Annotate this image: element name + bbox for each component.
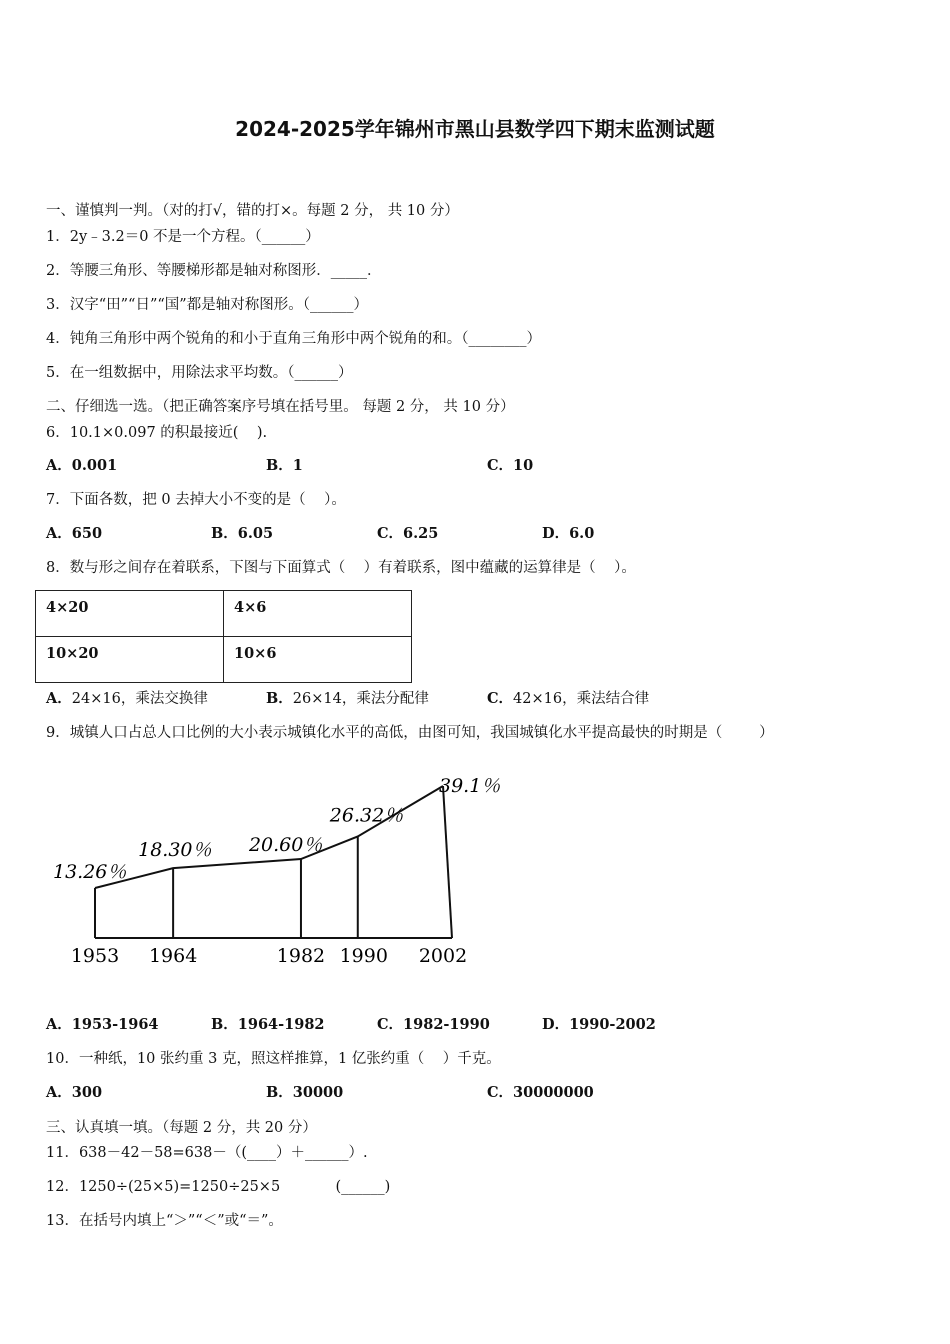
grid-cell: 4×6 xyxy=(224,591,412,637)
question-10: 10．一种纸，10 张约重 3 克，照这样推算，1 亿张约重（ ）千克。 xyxy=(46,1051,501,1067)
grid-cell: 4×20 xyxy=(36,591,224,637)
question-11: 11．638－42－58=638－（(____）＋______）. xyxy=(46,1145,368,1161)
question-13: 13．在括号内填上“＞”“＜”或“＝”。 xyxy=(46,1213,283,1229)
q7-option-a: A．650 xyxy=(46,525,103,542)
q9-option-a: A．1953-1964 xyxy=(46,1016,159,1033)
chart-data-label: 20.60％ xyxy=(248,834,323,857)
question-9: 9．城镇人口占总人口比例的大小表示城镇化水平的高低，由图可知，我国城镇化水平提高最快的时期是（ ） xyxy=(46,725,774,741)
chart-x-label: 1953 xyxy=(70,945,120,967)
chart-x-label: 1964 xyxy=(148,945,198,967)
section-2-heading: 二、仔细选一选。（把正确答案序号填在括号里。 每题 2 分， 共 10 分） xyxy=(46,399,515,415)
q6-option-c: C．10 xyxy=(487,457,534,474)
chart-data-label: 39.1％ xyxy=(439,775,501,797)
q6-option-a: A．0.001 xyxy=(46,457,118,474)
q8-grid-table xyxy=(35,590,412,683)
chart-vertical-line xyxy=(443,786,452,938)
q10-option-a: A．300 xyxy=(46,1084,103,1101)
q8-option-b: B．26×14，乘法分配律 xyxy=(266,690,429,707)
chart-data-label: 18.30％ xyxy=(138,839,212,862)
question-5: 5．在一组数据中，用除法求平均数。（______） xyxy=(46,365,353,381)
chart-data-label: 26.32％ xyxy=(329,804,404,827)
urbanization-chart xyxy=(40,770,540,975)
chart-data-label: 13.26％ xyxy=(53,861,127,883)
chart-x-label: 1982 xyxy=(276,945,326,967)
question-4: 4．钝角三角形中两个锐角的和小于直角三角形中两个锐角的和。（________） xyxy=(46,331,541,347)
section-1-heading: 一、谨慎判一判。（对的打√，错的打×。每题 2 分， 共 10 分） xyxy=(46,203,459,219)
q7-option-d: D．6.0 xyxy=(542,525,595,542)
q10-option-b: B．30000 xyxy=(266,1084,344,1101)
grid-cell: 10×20 xyxy=(36,637,224,683)
q9-option-b: B．1964-1982 xyxy=(211,1016,325,1033)
question-6: 6．10.1×0.097 的积最接近( ). xyxy=(46,425,268,441)
table-row xyxy=(36,591,412,637)
question-12: 12．1250÷(25×5)=1250÷25×5 (______) xyxy=(46,1179,391,1195)
q7-option-c: C．6.25 xyxy=(377,525,439,542)
table-row xyxy=(36,637,412,683)
question-2: 2．等腰三角形、等腰梯形都是轴对称图形．_____． xyxy=(46,263,382,279)
q9-option-c: C．1982-1990 xyxy=(377,1016,490,1033)
q8-option-a: A．24×16，乘法交换律 xyxy=(46,690,208,707)
page-title: 2024-2025学年锦州市黑山县数学四下期末监测试题 xyxy=(235,117,715,141)
question-8: 8．数与形之间存在着联系，下图与下面算式（ ）有着联系，图中蕴藏的运算律是（ ）。 xyxy=(46,560,636,576)
section-3-heading: 三、认真填一填。（每题 2 分，共 20 分） xyxy=(46,1120,317,1136)
q8-option-c: C．42×16，乘法结合律 xyxy=(487,690,650,707)
chart-x-label: 2002 xyxy=(418,945,468,967)
q10-option-c: C．30000000 xyxy=(487,1084,594,1101)
q9-option-d: D．1990-2002 xyxy=(542,1016,656,1033)
q7-option-b: B．6.05 xyxy=(211,525,274,542)
chart-x-label: 1990 xyxy=(339,945,388,967)
question-1: 1．2y﹣3.2＝0 不是一个方程。（______） xyxy=(46,229,320,245)
question-3: 3．汉字“田”“日”“国”都是轴对称图形。（______） xyxy=(46,297,368,313)
q6-option-b: B．1 xyxy=(266,457,303,474)
question-7: 7．下面各数，把 0 去掉大小不变的是（ ）。 xyxy=(46,492,346,508)
grid-cell: 10×6 xyxy=(224,637,412,683)
